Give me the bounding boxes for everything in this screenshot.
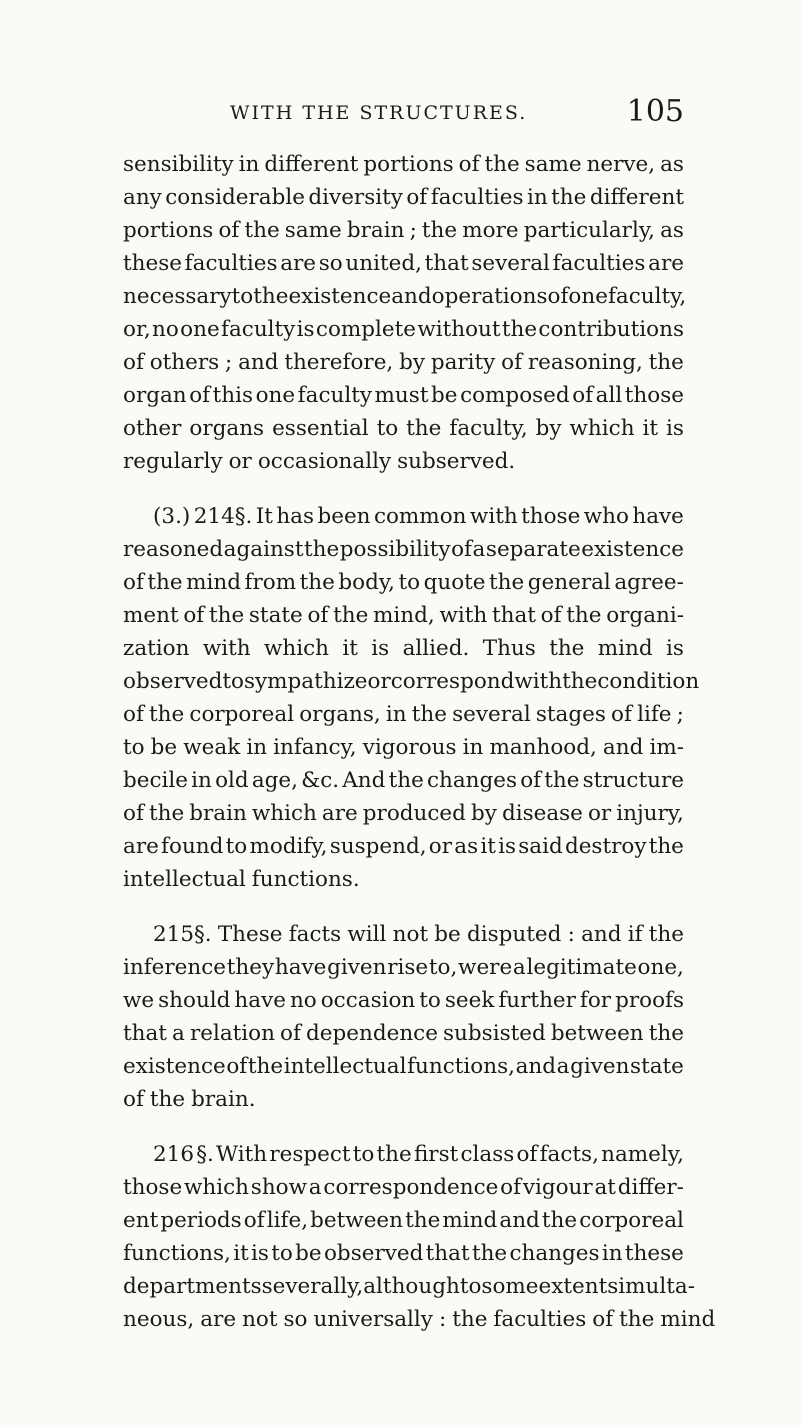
text-line: portions of the same brain ; the more particularly, as <box>123 218 684 243</box>
text-line: that a relation of dependence subsisted between the <box>123 1021 684 1046</box>
text-line: existence of the intellectual functions, and a given state <box>123 1054 684 1079</box>
paragraph-p-214 <box>123 500 700 896</box>
text-line: ment of the state of the mind, with that of the organi- <box>123 603 684 628</box>
paragraph-p-215 <box>123 918 684 1116</box>
text-line: those which show a correspondence of vigour at differ- <box>123 1175 684 1200</box>
text-line: sensibility in different portions of the same nerve, as <box>123 152 684 177</box>
text-line: or, no one faculty is complete without the contributions <box>123 317 684 342</box>
paragraph-p-cont <box>123 148 687 478</box>
text-line: ent periods of life, between the mind and the corporeal <box>123 1208 684 1233</box>
text-line: intellectual functions. <box>123 867 360 892</box>
page-body <box>123 148 716 1358</box>
text-line: these faculties are so united, that several faculties are <box>123 251 684 276</box>
text-line: observed to sympathize or correspond with the condition <box>123 669 700 694</box>
text-line: of the mind from the body, to quote the general agree- <box>123 570 684 595</box>
text-line: of others ; and therefore, by parity of reasoning, the <box>123 350 684 375</box>
text-line: neous, are not so universally : the faculties of the mind <box>123 1307 716 1332</box>
text-line: reasoned against the possibility of a separate existence <box>123 537 684 562</box>
text-line: any considerable diversity of faculties in the different <box>123 185 684 210</box>
page-number: 105 <box>626 94 684 129</box>
text-line: 215§. These facts will not be disputed : and if the <box>153 922 684 947</box>
text-line: are found to modify, suspend, or as it is said destroy the <box>123 834 684 859</box>
text-line: of the brain which are produced by disease or injury, <box>123 801 684 826</box>
text-line: we should have no occasion to seek further for proofs <box>123 988 684 1013</box>
running-head: WITH THE STRUCTURES. <box>230 102 528 124</box>
page-header <box>230 94 684 134</box>
text-line: zation with which it is allied. Thus the mind is <box>123 636 684 661</box>
text-line: of the brain. <box>123 1087 256 1112</box>
text-line: other organs essential to the faculty, by which it is <box>123 416 684 441</box>
text-line: (3.) 214§. It has been common with those who have <box>153 504 684 529</box>
text-line: inference they have given rise to, were a legitimate one, <box>123 955 684 980</box>
text-line: to be weak in infancy, vigorous in manhood, and im- <box>123 735 684 760</box>
text-line: organ of this one faculty must be composed of all those <box>123 383 684 408</box>
text-line: functions, it is to be observed that the changes in these <box>123 1241 684 1266</box>
text-line: becile in old age, &c. And the changes of the structure <box>123 768 684 793</box>
text-line: necessary to the existence and operations of one faculty, <box>123 284 687 309</box>
text-line: departments severally, although to some extent simulta- <box>123 1274 695 1299</box>
text-line: 216 §. With respect to the first class of facts, namely, <box>153 1142 684 1167</box>
paragraph-p-216 <box>123 1138 716 1336</box>
text-line: of the corporeal organs, in the several stages of life ; <box>123 702 684 727</box>
text-line: regularly or occasionally subserved. <box>123 449 516 474</box>
